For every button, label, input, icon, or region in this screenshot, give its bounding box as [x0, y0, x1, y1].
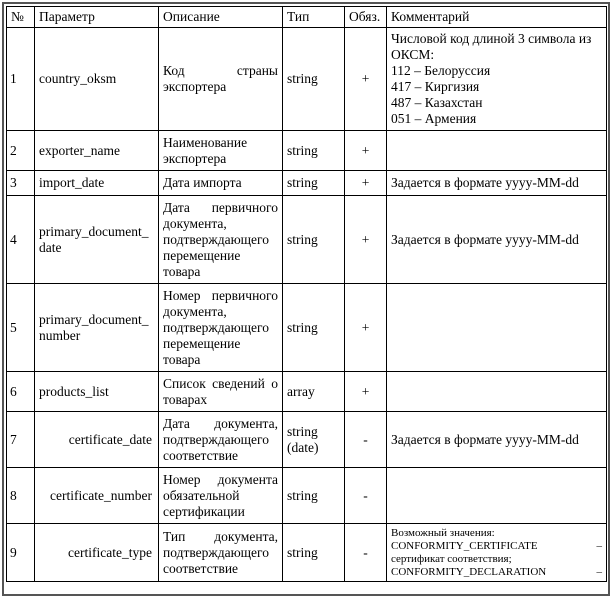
param-required: + [345, 372, 387, 412]
comment-intro: Возможный значения: [391, 526, 495, 539]
param-type: string [283, 468, 345, 524]
table-row [7, 412, 607, 468]
param-name: certificate_number [35, 468, 159, 524]
param-name: certificate_date [35, 412, 159, 468]
param-type: string [283, 196, 345, 284]
header-type: Тип [283, 7, 345, 28]
param-description: Дата документа, подтверждающего соответствие [159, 412, 283, 468]
param-description: Список сведений о товарах [159, 372, 283, 412]
row-number: 3 [7, 171, 35, 196]
param-description: Код страны экспортера [159, 28, 283, 131]
param-description: Тип документа, подтверждающего соответствие [159, 524, 283, 582]
table-row [7, 28, 607, 131]
table-row [7, 171, 607, 196]
param-required: + [345, 171, 387, 196]
param-required: - [345, 524, 387, 582]
document-page [2, 2, 610, 596]
param-name: certificate_type [35, 524, 159, 582]
row-number: 1 [7, 28, 35, 131]
comment-code: CONFORMITY_CERTIFICATE [391, 539, 538, 552]
header-comment: Комментарий [387, 7, 607, 28]
param-description: Дата импорта [159, 171, 283, 196]
param-comment [387, 131, 607, 171]
row-number: 6 [7, 372, 35, 412]
param-description: Номер первичного документа, подтверждающего перемещение товара [159, 284, 283, 372]
param-comment: Задается в формате yyyy-MM-dd [387, 196, 607, 284]
param-description: Дата первичного документа, подтверждающего перемещение товара [159, 196, 283, 284]
table-row [7, 468, 607, 524]
param-description: Наименование экспортера [159, 131, 283, 171]
param-comment [387, 468, 607, 524]
param-comment: Задается в формате yyyy-MM-dd [387, 171, 607, 196]
comment-line: 487 – Казахстан [391, 95, 483, 110]
param-required: + [345, 28, 387, 131]
param-name: exporter_name [35, 131, 159, 171]
param-required: + [345, 196, 387, 284]
comment-code: CONFORMITY_DECLARATION [391, 565, 547, 578]
param-type: string [283, 284, 345, 372]
row-number: 8 [7, 468, 35, 524]
param-required: + [345, 284, 387, 372]
table-row [7, 131, 607, 171]
param-required: - [345, 412, 387, 468]
table-row [7, 372, 607, 412]
table-row [7, 196, 607, 284]
param-comment [387, 284, 607, 372]
header-parameter: Параметр [35, 7, 159, 28]
param-description: Номер документа обязательной сертификации [159, 468, 283, 524]
param-required: + [345, 131, 387, 171]
param-comment [387, 28, 607, 131]
header-number: № [7, 7, 35, 28]
header-required: Обяз. [345, 7, 387, 28]
parameters-table [6, 6, 607, 582]
param-comment: Задается в формате yyyy-MM-dd [387, 412, 607, 468]
row-number: 2 [7, 131, 35, 171]
table-row [7, 524, 607, 582]
param-comment [387, 372, 607, 412]
param-type: string [283, 28, 345, 131]
comment-line: 051 – Армения [391, 111, 477, 126]
table-header-row [7, 7, 607, 28]
row-number: 7 [7, 412, 35, 468]
param-type: string [283, 524, 345, 582]
param-comment [387, 524, 607, 582]
param-type: string (date) [283, 412, 345, 468]
comment-dash: – [596, 539, 602, 552]
param-name: country_oksm [35, 28, 159, 131]
comment-line: 417 – Киргизия [391, 79, 480, 94]
row-number: 9 [7, 524, 35, 582]
row-number: 4 [7, 196, 35, 284]
comment-text: сертификат соответствия; [391, 552, 512, 565]
param-type: string [283, 171, 345, 196]
header-description: Описание [159, 7, 283, 28]
param-type: string [283, 131, 345, 171]
param-name: primary_document_date [35, 196, 159, 284]
param-name: import_date [35, 171, 159, 196]
comment-line: 112 – Белоруссия [391, 63, 491, 78]
param-name: products_list [35, 372, 159, 412]
table-row [7, 284, 607, 372]
comment-line [391, 566, 602, 579]
param-required: - [345, 468, 387, 524]
param-type: array [283, 372, 345, 412]
row-number: 5 [7, 284, 35, 372]
comment-line: Числовой код длиной 3 символа из ОКСМ: [391, 31, 592, 62]
param-name: primary_document_number [35, 284, 159, 372]
comment-line [391, 540, 602, 553]
comment-dash: – [596, 565, 602, 578]
